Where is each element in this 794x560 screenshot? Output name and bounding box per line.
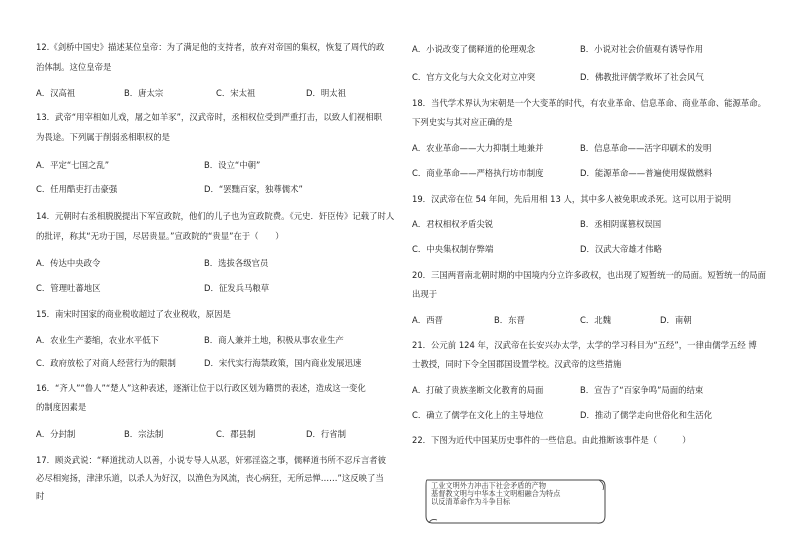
q21-stem-line2: 士教授，同时下令全国郡国设置学校。汉武帝的这些措施 (412, 359, 622, 369)
q19-option-d: D．汉武大帝雄才伟略 (580, 244, 662, 254)
q17-option-b: B．小说对社会价值观有诱导作用 (580, 44, 703, 54)
q14-stem-line2: 的批评，称其“无功于国，尽居贵显。”宣政院的“贵显”在于（ ） (36, 231, 284, 241)
q20-stem-line2: 出现于 (412, 289, 438, 299)
q22-box-line1: 工业文明外力冲击下社会矛盾的产物 (431, 481, 547, 490)
q13-option-a: A．平定“七国之乱” (36, 160, 110, 170)
q16-stem-line1: 16．“齐人”“鲁人”“楚人”这种表述，逐渐让位于以行政区划为籍贯的表述，造成这一变化 (36, 383, 366, 393)
q15-stem-line1: 15．南宋时国家的商业税收超过了农业税收，原因是 (36, 309, 231, 319)
q21-option-d: D．推动了儒学走向世俗化和生活化 (580, 410, 713, 420)
q20-option-a: A．西晋 (412, 315, 443, 325)
q12-option-d: D．明太祖 (306, 88, 346, 98)
q17-option-a: A．小说改变了儒释道的伦理观念 (412, 44, 535, 54)
q14-option-b: B．选拔各级官员 (204, 258, 269, 268)
q22-figure-box (423, 476, 608, 528)
q13-option-c: C．任用酷吏打击豪强 (36, 184, 118, 194)
q16-stem-line2: 的制度因素是 (36, 402, 87, 412)
q17-option-c: C．官方文化与大众文化对立冲突 (412, 72, 536, 82)
q13-stem-line1: 13．武帝“用宰相如儿戏，屠之如羊豕”，汉武帝时，丞相权位受到严重打击，以致人们视相职 (36, 112, 382, 122)
q13-option-d: D．“罢黜百家，独尊儒术” (204, 184, 303, 194)
q14-option-d: D．征发兵马粮草 (204, 283, 270, 293)
q17-stem-line2: 必尽相宛扬，津津乐道，以杀人为好汉，以渔色为风流，丧心病狂，无所忌惮……”这反映了当 (36, 473, 384, 483)
q13-stem-line2: 为畏途。下列属于削弱丞相职权的是 (36, 132, 170, 142)
q18-option-b: B．信息革命——活字印刷术的发明 (580, 143, 712, 153)
q18-stem-line2: 下列史实与其对应正确的是 (412, 117, 513, 127)
q12-stem-line2: 治体制。这位皇帝是 (36, 62, 112, 72)
q16-option-c: C．郡县制 (216, 429, 256, 439)
q22-box-line2: 基督教文明与中华本土文明相融合为特点 (431, 489, 561, 498)
q15-option-d: D．宋代实行海禁政策，国内商业发展迅速 (204, 358, 362, 368)
q18-stem-line1: 18．当代学术界认为宋朝是一个大变革的时代，有农业革命、信息革命、商业革命、能源革命。 (412, 98, 767, 108)
q18-option-c: C．商业革命——严格执行坊市制度 (412, 168, 544, 178)
q17-stem-line3: 时 (36, 491, 45, 501)
q15-option-c: C．政府放松了对商人经营行为的限制 (36, 358, 176, 368)
q17-stem-line1: 17．顾炎武说：“释道扰动人以善，小说专导人从恶，奸邪淫盗之事，儒释道书所不忍斥言者彼 (36, 455, 386, 465)
q15-option-a: A．农业生产萎缩，农业水平低下 (36, 335, 159, 345)
q21-option-b: B．宣告了“百家争鸣”局面的结束 (580, 385, 704, 395)
q19-stem-line1: 19．汉武帝在位 54 年间，先后用相 13 人，其中多人被免职或杀死。这可以用于说明 (412, 194, 731, 204)
q14-stem-line1: 14．元朝时右丞相脱脱提出下军宣政院，他们的儿子也为宣政院费。《元史．奸臣传》记载了时人 (36, 211, 395, 221)
q19-option-b: B．丞相阴谋篡权误国 (580, 219, 662, 229)
q22-box-line3: 以反清革命作为斗争目标 (431, 497, 511, 506)
q12-option-c: C．宋太祖 (216, 88, 256, 98)
q14-option-a: A．传达中央政令 (36, 258, 101, 268)
q16-option-a: A．分封制 (36, 429, 76, 439)
q16-option-d: D．行省制 (306, 429, 346, 439)
q20-stem-line1: 20．三国两晋南北朝时期的中国境内分立许多政权，也出现了短暂统一的局面。短暂统一的局面 (412, 270, 767, 280)
q20-option-d: D．南朝 (660, 315, 692, 325)
q22-stem-line1: 22．下图为近代中国某历史事件的一些信息。由此推断该事件是（ ） (412, 435, 691, 445)
q12-stem-line1: 12.《剑桥中国史》描述某位皇帝：为了满足他的支持者，放弃对帝国的集权，恢复了周代的政 (36, 42, 385, 52)
q17-option-d: D．佛教批评儒学败坏了社会风气 (580, 72, 704, 82)
q18-option-d: D．能源革命——普遍使用煤做燃料 (580, 168, 713, 178)
q21-stem-line1: 21．公元前 124 年，汉武帝在长安兴办太学，太学的学习科目为“五经”，一律由儒学五经 博 (412, 340, 757, 350)
q19-option-c: C．中央集权制存弊端 (412, 244, 494, 254)
q18-option-a: A．农业革命——大力抑制土地兼并 (412, 143, 544, 153)
q15-option-b: B．商人兼并土地，积极从事农业生产 (204, 335, 344, 345)
q20-option-b: B．东晋 (494, 315, 525, 325)
q21-option-c: C．确立了儒学在文化上的主导地位 (412, 410, 544, 420)
q21-option-a: A．打破了贵族垄断文化教育的局面 (412, 385, 544, 395)
q12-option-b: B．唐太宗 (124, 88, 164, 98)
q14-option-c: C．管理吐蕃地区 (36, 283, 101, 293)
q20-option-c: C．北魏 (580, 315, 611, 325)
q19-option-a: A．君权相权矛盾尖锐 (412, 219, 494, 229)
q12-option-a: A．汉高祖 (36, 88, 76, 98)
q16-option-b: B．宗法制 (124, 429, 164, 439)
q13-option-b: B．设立“中朝” (204, 160, 261, 170)
